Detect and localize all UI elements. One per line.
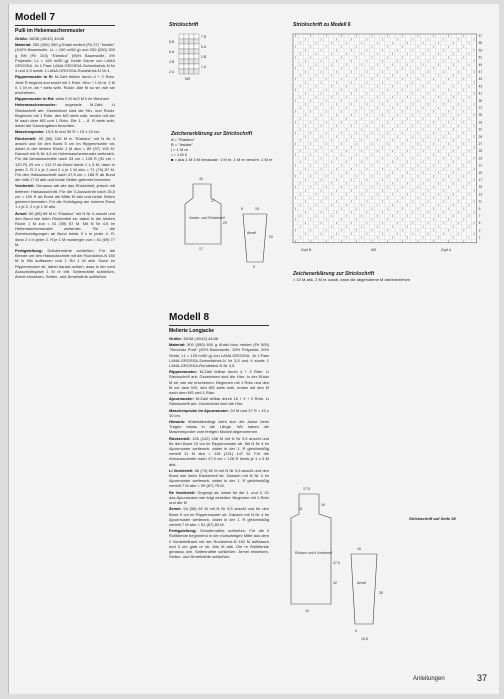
chart-cell [179,54,184,59]
modell8-paragraph-label: Li Vorderteil: [169,467,195,473]
modell7-paragraph [15,136,115,183]
magazine-page [8,4,499,694]
row-label-right: 7 B [201,35,207,39]
chart-cell [194,49,199,54]
modell8-paragraph [169,342,269,368]
chart-cell [194,54,199,59]
chart-cell [189,59,194,64]
modell7-paragraph-label: Hebemaschenmuster: [15,102,65,108]
modell7-paragraph [15,211,115,247]
schnitt8-label-sleeve: Ärmel [357,581,367,585]
body-outline [185,184,221,244]
modell8-column [169,312,269,560]
modell7-paragraph-label: Größe: [15,36,30,41]
legend-item: A = "Elastico" [171,137,195,142]
modell8-paragraph [169,336,269,341]
chart-cell [189,69,194,74]
chart-row-number: 55 [478,41,483,46]
chart-row-number: 17 [478,178,483,182]
row-label-left: 4 B [169,60,175,64]
chart-row-number: 49 [478,62,483,67]
modell8-paragraph-text: 500 (550) 600 g Khaki blau meliert (Fb 509) "Secondo Print" (50% Baumwolle, 25% Polyamid, 20% Seide, LL = 125 m/50 g) von LANA GROSSA. Je 1 Paar LANA-GROSSA-Schnellstrick-N Nr 3,5 und 4 sowie 1 LANA-GROSSA-Rundstrick-N Nr 3,5. [169,342,269,369]
chart-cell [179,39,184,44]
modell8-paragraph-label: Fertigstellung: [169,528,201,534]
schnitt7-dimension: 27 [211,199,215,203]
chart-row-number: 39 [478,98,483,103]
heading-rule-2 [169,325,269,326]
legend-title: Zeichenerklärung zur Strickschrift [171,131,253,137]
modell8-paragraph-text: 24 M und 27 R = 10 x 10 cm. [169,407,269,418]
modell8-paragraph-text: 54 (58) 62 M mit N Nr 3,5 anschl und für den Bund 9 cm im Rippenmuster str. Danach mit N Nr 4 im Ajourmuster weiterarb, dabei in der 1. R gleichmäßig verteilt 7 M abn = 51 (67) 83 M. [169,506,269,527]
schnitt7-dimension: 23 [223,221,227,225]
chart-cell [189,34,194,39]
chart-row-number: 7 [478,214,481,218]
modell8-schnitt [285,484,395,654]
modell8-paragraph [169,506,269,527]
chart-cell [189,44,194,49]
modell7-paragraph-text: Genauso arb wie das Rückenteil, jedoch mit tieferem Halsausschnitt. Für die V-Ausschnitt nach 25,5 cm = 100 R ab Bund die Mitte M abk und beide Seiten getrennt beenden. Für die Schrägung am inneren Rand 1 x je 2, 2 x je 1 M abn. [15,183,115,210]
modell7-paragraph-label: Fertigstellung: [15,247,48,253]
modell8-paragraph-text: Schulternähte schließen. Für die li Rollblende beginnend in der rückwärtigen Mitte aus dem li Vorderteilrand mit der Rundstrick-N 162 M auffassen und 3 cm glatt re str. Alle M abk. Die re Rollblende genauso arb. Seitennähte schließen. Ärmel einsetzen, Seiten- und Ärmelnähte schließen. [169,528,269,560]
schnitt8-dimension: 47,5 [333,561,340,565]
modell7-paragraph-label: Ärmel: [15,210,29,216]
chart-row-number: 3 [478,228,481,233]
modell7-paragraph-text: 250 (300) 350 g Khaki meliert (Fb 27) "Insider" (100% Baumwolle, LL = 150 m/50 g) und 200 (250) 300 g Kitt (Fb 103) "Elastico" (96% Baumwolle, 4% Polyester, LL = 160 m/50 g); beide Garne von LANA GROSSA. Je 1 Paar LANA-GROSSA-Schnellstrick-N Nr 4 und 4,5 sowie 1 LANA-GROSSA-Rundstrick-N Nr 4. [15,42,115,74]
schnitt8-dimension: 42 [333,581,337,585]
legend-item: | = 1 M re [171,147,188,152]
modell7-paragraph-text: ungerade M-Zahl. Lt Strickschrift arb. Gezeichnet sind die Hin- und Rückr. Beginnen mit 1 Rdm, den MS stets wdh, enden mit der M nach dem MS und 1 Rdm. Die 1. – 8. R stets wdh, dabei die Garnangaben beachten. [15,102,115,129]
schnitt8-dimension: 5 [355,629,357,633]
chart-cell [184,59,189,64]
modell7-paragraph [15,36,115,41]
modell7-paragraph-text: 19,5 M und 39 R = 10 x 10 cm. [45,129,101,135]
chart-row-number: 51 [478,55,483,60]
modell8-paragraph [169,436,269,467]
chart-cell [179,64,184,69]
chart-row-number: 45 [478,77,483,82]
chart-cell [189,54,194,59]
chart-cell [184,34,189,39]
modell6-legend [293,272,443,282]
modell7-paragraph-label: Rippenmuster in Rd: [15,96,56,102]
chart-cell [184,49,189,54]
chart-cell [184,39,189,44]
modell8-heading: Modell 8 [169,312,210,323]
modell8-paragraph-label: Re Vorderteil: [169,489,198,495]
chart-cell [194,44,199,49]
chart-cell [179,44,184,49]
chart-row-number: 35 [478,113,483,118]
strickschrift-legend [171,132,291,162]
chart-cell [179,69,184,74]
modell7-schnitt [181,174,281,284]
chart-row-number: 23 [478,156,483,161]
page-number: 37 [477,673,488,683]
schnitt7-dimension: 20 [269,235,273,239]
chart-cell [194,59,199,64]
chart-row-number: 29 [478,134,483,139]
chart-cell [179,34,184,39]
chart-cell [194,69,199,74]
chart-cell [194,64,199,69]
modell8-paragraph [169,408,269,418]
modell7-paragraph [15,96,115,101]
chart-row-number: 43 [478,84,483,89]
row-label-left: 6 A [169,50,175,54]
chart-cell [194,39,199,44]
schnitt7-label-sleeve: Ärmel [247,231,257,235]
heading-rule [15,25,115,26]
row-label-left: 2 A [169,70,175,74]
modell7-heading: Modell 7 [15,12,56,23]
chart-cell [189,39,194,44]
chart-row-number: 13 [478,192,483,197]
chart-cell [184,44,189,49]
ms-label: MS [185,77,191,81]
schnitt8-label-body: Rücken und li Vorderteil [295,551,332,555]
modell7-paragraph-text: 50 (58) 66 M in "Elastico" mit N Nr 4 anschl und den Bund wie beim Rückenteil str, dabei in der letzten Rückr 1 M zun = 51 (59) 67 M. Mit N Nr 4,5 im Hebemaschenmuster weiterarb. Für die Ärmelschrägungen ab Bund beids 3 x in jeder 4. R, dann 2 x in jeder 2. R je 1 M musterger zun = 61 (69) 77 M. [15,210,115,247]
modell7-body [15,36,115,279]
schnitt7-label-body: Vorder- und Rückenteil [189,216,225,220]
hebemaschen-chart [169,32,219,82]
row-label-right: 3 B [201,55,207,59]
modell8-paragraph [169,528,269,559]
legend-item: B = "Insider" [171,142,194,147]
chart-cell [184,54,189,59]
modell7-paragraph-label: Maschenprobe: [15,129,46,135]
modell7-paragraph-label: Rückenteil: [15,135,39,141]
modell7-paragraph-label: Rippenmuster in R: [15,74,55,80]
modell8-paragraph-text: 66 (74) 82 M mit N Nr 3,5 anschl und den Bund wie beim Rückenteil str. Danach mit N Nr 4 im Ajourmuster weiterarb, dabei in der 1. R gleichmäßig verteilt 7 M abn = 59 (67) 75 M. [169,467,270,489]
chart-cell [179,49,184,54]
chart-cell [189,49,194,54]
chart-row-number: 57 [478,34,483,38]
modell7-paragraph [15,42,115,73]
modell8-paragraph-text: M-Zahl teilbar durch 16 + 1 + 2 Rdm. Lt Strickschrift arb. Gezeichnet sind die Hinr. [169,396,269,407]
row-label-right: 1 A [201,65,207,69]
modell7-paragraph [15,183,115,209]
legend-items [171,137,291,162]
ms-label-big: MS [371,247,377,252]
strickschrift-title: Strickschrift [169,22,199,28]
schnitt8-dimension: 28 [379,591,383,595]
modell8-paragraph-text: 126 (142) 158 M mit N Nr 3,5 anschl und für den Bund 10 cm im Rippenmuster str. Mit N Nr 4 im Ajourmuster weiterarb, dabei in der 1. R gleichmäßig verteilt 11 M abn = 115 (131) 147 M. Für die Armausschnitte nach 47,5 cm = 128 R beids je 1 x 5 M abk. [169,435,270,467]
modell7-paragraph [15,102,115,128]
chart-row-number: 53 [478,48,483,53]
modell8-subtitle: Melierte Longjacke [169,328,215,334]
modell8-paragraph-label: Maschenprobe im Ajourmuster: [169,407,231,413]
modell8-paragraph-label: Rippenmuster: [169,369,200,375]
modell7-paragraph-text: 36/38 (40/42) 44/46 [29,36,65,41]
chart-row-number: 31 [478,127,483,132]
schnitt7-dimension: 15 [255,207,259,211]
modell8-paragraph-text: M-Zahl teilbar durch 4 + 2 Rdm. Li Strickschrift arb. Gezeichnet sind die Hinr. In der Rückr M str, wie sie erscheinen. Beginnen mit 1 Rdm und den M vor dem MS, den MS stets wdh, enden mit den M nach dem MS und 1 Rdm. [169,369,269,396]
legend-item: ■ = aus 1 M 3 M herausstr: 1 M re, 1 M re verschr, 1 M re [171,157,273,162]
modell8-paragraph-label: Rückenteil: [169,435,193,441]
modell8-paragraph [169,396,269,406]
schnitt8-dimension: 10 [305,609,309,613]
schnitt7-dimension: 40 [199,177,203,181]
row-label-right: 5 A [201,45,207,49]
schnitt7-dimension: 5 [253,265,255,269]
chart-row-number: 19 [478,170,483,175]
modell7-paragraph [15,248,115,279]
modell8-paragraph-label: Hinweis: [169,419,189,425]
modell7-paragraph [15,129,115,134]
modell8-paragraph-text: 36/38 (40/42) 44/46 [183,336,219,341]
chart-row-number: 27 [478,142,483,146]
modell8-paragraph-label: Material: [169,342,188,348]
chart-row-number: 5 [478,221,481,226]
modell7-column [15,12,115,280]
chart-row-number: 25 [478,149,483,154]
modell8-paragraph-text: Gegengl str, dabei für die 1. und 3. Gr das Ajourmuster wie folgt einteilen: Beginnen mit 1 Rdm und der M [169,489,269,506]
zopf-b-label: Zopf B [301,247,312,252]
zopf-a-label: Zopf A [441,247,452,252]
schnitt7-dimension: 17 [199,247,203,251]
legend-item: • = 1 M li [171,152,187,157]
chart-row-number: 11 [478,199,482,204]
modell8-body [169,336,269,559]
schnitt8-dimension: 17,5 [303,487,310,491]
chart-row-number: 33 [478,120,483,125]
chart-cell [184,64,189,69]
modell7-paragraph-label: Material: [15,42,33,48]
modell6-legend-title: Zeichenerklärung zur Strickschrift [293,271,375,277]
modell7-subtitle: Pulli im Hebemaschenmuster [15,28,85,34]
modell8-ref: Strickschrift auf Seite 38 [409,516,456,521]
chart-cell [184,69,189,74]
jacket-sleeve-outline [351,554,377,624]
sleeve-outline [243,214,267,262]
schnitt8-dimension: 16 [321,503,325,507]
chart-cell [194,34,199,39]
chart-row-number: 37 [478,106,483,110]
modell6-legend-text: = 10 M abk, 2 M re zusstr, dann die abgehobene M darüberziehen [293,277,411,282]
modell7-paragraph-text: stets 2 M re/2 M li im Wechsel. [55,96,110,102]
modell8-paragraph [169,490,269,506]
chart-row-number: 47 [478,70,483,74]
modell7-paragraph-text: 90 (98) 106 M in "Elastico" mit N Nr 4 anschl und für den Bund 5 cm im Rippenmuster str, dabei in der letzten Rückr 1 M abn = 89 (97) 105 M. Danach mit N Nr 4,5 im Hebemaschenmuster weiterarb. Für die Armausschnitte nach 33 cm = 128 R (31 cm = 120 R) 29 cm = 112 R ab Bund beids 1 x 3 M, dann in jeder 2. R 2 x je 2 und 2 x je 1 M abn = 71 (79) 87 M. Für den Halsausschnitt nach 47,5 cm = 186 R ab Bund die mittl 17 M abk und beide Seiten getrennt beenden. [15,135,116,183]
modell6-chart-title: Strickschrift zu Modell 6 [293,22,351,28]
modell8-paragraph-label: Ajourmuster: [169,396,196,402]
chart-cell [179,59,184,64]
chart-row-number: 15 [478,185,483,190]
chart-row-number: 9 [478,206,481,211]
chart-row-number: 41 [478,91,483,96]
modell8-paragraph [169,468,269,489]
modell8-paragraph [169,369,269,395]
modell8-paragraph [169,419,269,435]
schnitt7-dimension: 8 [241,207,243,211]
modell7-paragraph-text: Schulternähte schließen. Für die Blende um den Halsausschnitt mit der Rundstrick-N 150 M in Kitt auffassen und 1 Rd 1 M abk. Dann im Rippenmuster str, dabei darauf achten, dass in der vord Ausschnittspitze 1 M re tritt. Seitennähte schließen, Ärmel einsetzen, Seiten- und Ärmelnähte schließen. [15,247,116,279]
chart-row-number: 1 [478,235,481,240]
modell8-paragraph-label: Ärmel: [169,506,184,512]
modell6-chart [291,32,496,267]
modell7-paragraph [15,74,115,95]
chart-row-number: 21 [478,163,483,168]
modell8-paragraph-text: Materialbedingt zieht sich die Jacke beim Tragen etwas in die Länge. Wir haben die Maschenprobe vom fertigen Modell abgenommen. [169,419,269,435]
modell7-paragraph-text: M-Zahl teilbar durch 4 + 2 Rdm. Jede R beginnt und endet mit 1 Rdm. Hinr: * 1 M re, 2 M li, 1 M re, ab * stets wdh. Rückr: Alle M so str, wie sie erscheinen. [15,74,115,96]
schnitt8-dimension: 15,5 [361,637,368,641]
schnitt8-dimension: 16 [357,547,361,551]
footer-label: Anleitungen [413,676,445,682]
schnitt8-dimension: 11 [299,507,303,511]
modell7-paragraph-label: Vorderteil: [15,183,36,189]
row-label-left: 8 B [169,40,175,44]
chart-cell [189,64,194,69]
jacket-outline [291,494,331,604]
modell8-paragraph-label: Größe: [169,336,184,341]
